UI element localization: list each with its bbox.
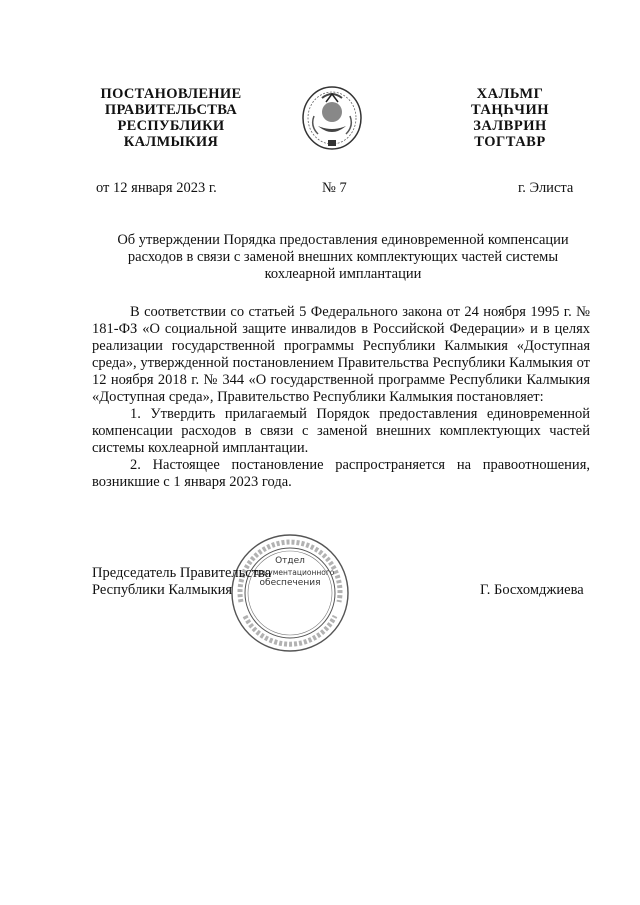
header-right-line: ТОГТАВР (474, 134, 546, 150)
signatory-name: Г. Босхомджиева (480, 582, 584, 598)
header-right-line: ЗАЛВРИН (473, 118, 547, 134)
signatory-position (92, 565, 271, 599)
document-body (92, 304, 590, 491)
stamp-line: обеспечения (259, 578, 321, 588)
document-date: от 12 января 2023 г. (96, 180, 217, 196)
header-left-line: ПРАВИТЕЛЬСТВА (104, 102, 238, 118)
document-city: г. Элиста (518, 180, 574, 196)
header-left-line: ПОСТАНОВЛЕНИЕ (100, 86, 242, 102)
stamp-line: Отдел (275, 556, 305, 566)
header-left-line: РЕСПУБЛИКИ (117, 118, 225, 134)
body-paragraph: 2. Настоящее постановление распространяется на правоотношения, возникшие с 1 января 2023 года. (92, 457, 590, 490)
header-right-line: ТАҢҺЧИН (470, 102, 550, 118)
body-paragraph: 1. Утвердить прилагаемый Порядок предоставления единовременной компенсации расходов в связи с заменой внешних комплектующих частей системы кохлеарной имплантации. (92, 406, 590, 456)
coat-of-arms-emblem-icon (300, 82, 364, 152)
stamp-line: документационного (254, 568, 335, 577)
header-left-line: КАЛМЫКИЯ (123, 134, 219, 150)
document-title: Об утверждении Порядка предоставления единовременной компенсации расходов в связи с заменой внешних комплектующих частей системы кохлеарной имплантации (117, 232, 569, 282)
body-paragraph: В соответствии со статьей 5 Федерального закона от 24 ноября 1995 г. № 181-ФЗ «О социальной защите инвалидов в Российской Федерации» и в целях реализации государственной программы Республики Калмыкия «Доступная среда», утвержденной постановлением Правительства Республики Калмыкия от 12 ноября 2018 г. № 344 «О государственной программе Республики Калмыкия «Доступная среда», Правительство Республики Калмыкия постановляет: (92, 304, 590, 405)
signatory-position-line: Председатель Правительства (92, 565, 272, 581)
header-title-kalmyk (460, 86, 560, 150)
header-right-line: ХАЛЬМГ (476, 86, 544, 102)
document-number: № 7 (322, 180, 347, 196)
signatory-position-line: Республики Калмыкия (92, 582, 233, 598)
header-title-russian (96, 86, 246, 150)
